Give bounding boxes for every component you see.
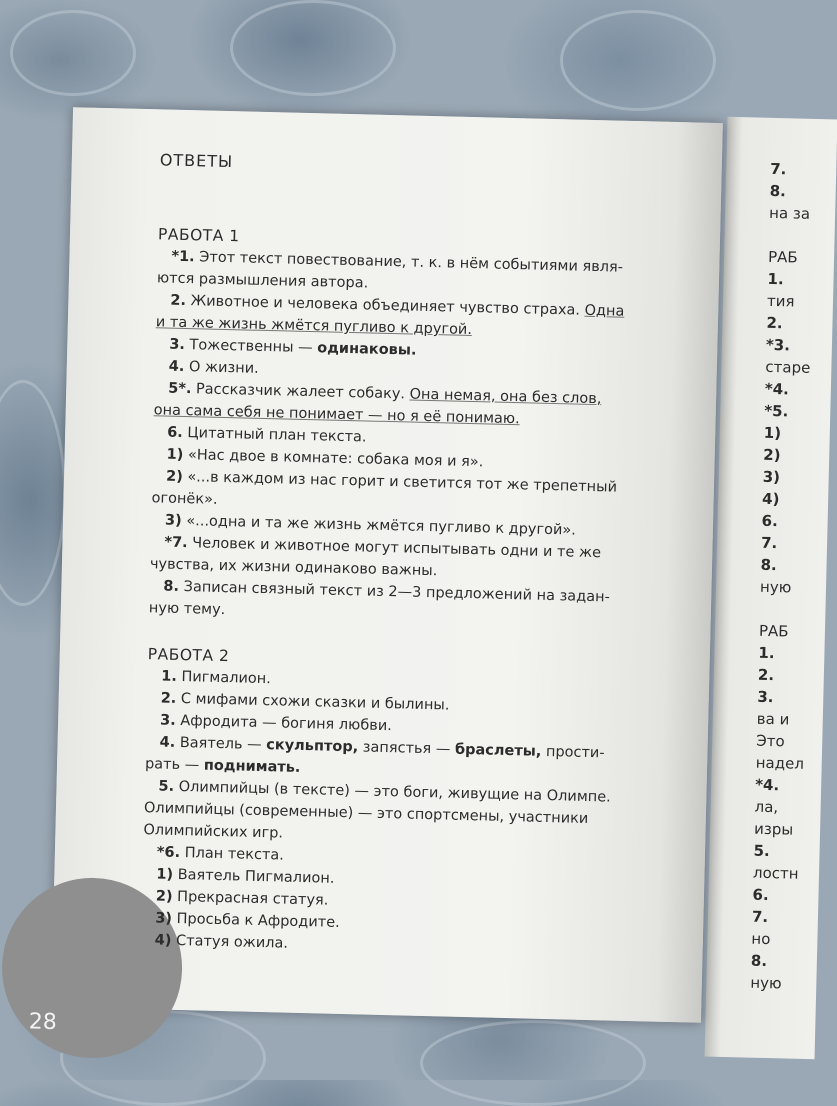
right-page-fragment: но <box>751 929 771 949</box>
answer-number: 5. <box>158 778 175 795</box>
right-page-fragment: 3. <box>757 687 774 707</box>
answer-number: 4) <box>154 932 172 949</box>
answer-text: Этот текст повествование, т. к. в нём событиями явля- <box>199 249 624 276</box>
answer-text: Просьба к Афродите. <box>176 910 340 931</box>
answer-text: Статуя ожила. <box>175 932 289 952</box>
answer-number: 1) <box>156 866 174 883</box>
answer-text: ются размышления автора. <box>156 270 369 292</box>
right-page-fragment: 1) <box>763 423 782 443</box>
work1-heading: РАБОТА 1 <box>157 225 240 246</box>
fabric-swirl <box>10 10 136 96</box>
answer-text: Животное и человека объединяет чувство страха. <box>190 293 581 319</box>
answer-text: Олимпийцы (современные) — это спортсмены, участники <box>143 800 589 827</box>
right-page-edge <box>705 117 837 1059</box>
answer-text: прости- <box>545 743 605 762</box>
answer-text: Олимпийских игр. <box>143 822 284 842</box>
right-page-fragment: 7. <box>760 533 778 553</box>
answer-number: 4. <box>159 734 176 751</box>
answer-text: Пигмалион. <box>181 669 272 688</box>
answer-bold: браслеты, <box>454 741 542 760</box>
right-page-fragment: 6. <box>752 885 769 905</box>
answer-number: 2. <box>170 292 187 310</box>
answer-number: 2) <box>165 468 184 485</box>
answer-number: 4. <box>168 358 185 375</box>
answer-bold: одинаковы. <box>317 340 417 359</box>
answer-number: 3) <box>155 910 173 927</box>
answer-text: Тожественны — <box>189 337 313 357</box>
book-page <box>28 107 723 1036</box>
answer-bold: поднимать. <box>203 757 301 776</box>
answer-number: 8. <box>163 578 180 595</box>
right-page-fragment: 1. <box>758 643 775 663</box>
answer-number: 5*. <box>168 380 192 398</box>
answer-number: 3) <box>164 512 182 529</box>
answer-number: *7. <box>164 534 188 552</box>
answer-text: Ваятель — <box>179 734 262 753</box>
answer-number: 2. <box>160 690 177 707</box>
answer-underlined: Одна <box>584 302 625 320</box>
answer-bold <box>317 340 417 358</box>
answer-underlined: Она немая, она без слов, <box>409 386 602 408</box>
right-page-fragment: лостн <box>752 863 799 883</box>
answer-text: Записан связный текст из 2—3 предложений на задан- <box>183 579 610 606</box>
right-page-fragment <box>759 598 808 621</box>
answer-text: рать — <box>144 756 200 774</box>
answers-content <box>140 149 679 963</box>
right-page-fragment <box>768 224 817 247</box>
answer-text: Прекрасная статуя. <box>176 888 329 909</box>
right-page-fragment: 5. <box>753 841 770 861</box>
right-page-fragment: изры <box>753 819 794 839</box>
work1-list <box>149 245 678 632</box>
answer-bold <box>204 758 301 776</box>
page-number: 28 <box>28 1009 58 1036</box>
right-page-fragment: ную <box>759 577 792 597</box>
answer-number: *6. <box>156 844 181 862</box>
right-page-fragment: 1. <box>767 269 784 289</box>
right-page-fragment: 8. <box>760 555 777 575</box>
right-page-fragment: РАБ <box>767 247 798 267</box>
right-page-fragment: тия <box>766 291 795 311</box>
answer-text: С мифами схожи сказки и былины. <box>180 691 450 714</box>
right-page-fragment: ную <box>750 973 782 993</box>
answer-text: Олимпийцы (в тексте) — это боги, живущие на Олимпе. <box>178 778 611 806</box>
right-page-fragment: 7. <box>751 907 769 927</box>
right-page-fragment: 2. <box>766 313 783 333</box>
right-page-fragment: на за <box>768 203 811 223</box>
right-page-fragment: *5. <box>764 401 789 421</box>
right-page-fragment: 6. <box>761 511 778 531</box>
fabric-swirl <box>560 10 716 111</box>
right-page-fragment: *3. <box>765 335 791 355</box>
right-page-fragment: 3) <box>762 467 781 487</box>
answer-bold <box>455 742 542 760</box>
work2-list <box>140 665 667 964</box>
answer-text: Цитатный план текста. <box>187 425 367 446</box>
answer-text: ную тему. <box>148 600 226 619</box>
answer-number: 3. <box>169 336 186 353</box>
answer-text: Афродита — богиня любви. <box>180 712 393 735</box>
answer-text: Человек и животное могут испытывать одни и те же <box>192 535 602 562</box>
answer-bold: скульптор, <box>266 737 359 756</box>
answer-text: Ваятель Пигмалион. <box>177 866 335 887</box>
answer-number: 2) <box>155 888 173 905</box>
right-page-fragment: РАБ <box>758 621 789 641</box>
work2-heading: РАБОТА 2 <box>147 645 230 666</box>
answer-text: запястья — <box>362 739 451 758</box>
right-page-fragment: 4) <box>761 489 780 509</box>
answer-number: 6. <box>166 424 183 441</box>
answer-number: 3. <box>159 712 176 729</box>
page-title: ОТВЕТЫ <box>159 150 234 172</box>
right-page-fragment: ла, <box>754 797 779 817</box>
right-page-fragment: *4. <box>754 775 780 795</box>
right-page-fragment: 7. <box>770 159 787 179</box>
right-page-fragment: ва и <box>756 709 790 729</box>
answer-text: чувства, их жизни одинаково важны. <box>149 556 438 580</box>
answer-text: «Нас двое в комнате: собака моя и я». <box>187 447 484 471</box>
answer-number: 1. <box>161 668 178 685</box>
answer-number: 1) <box>166 446 184 463</box>
right-page-fragment: старе <box>765 357 811 377</box>
right-page-fragment: Это <box>756 731 785 751</box>
answer-underlined: и та же жизнь жмётся пугливо к другой. <box>155 314 473 339</box>
answer-text: огонёк». <box>151 490 218 508</box>
answer-bold <box>266 737 358 755</box>
answer-text: План текста. <box>184 845 285 864</box>
right-page-fragment: 8. <box>769 181 787 201</box>
fabric-swirl <box>420 1020 646 1106</box>
fabric-swirl <box>0 380 66 606</box>
answer-number: *1. <box>171 248 195 266</box>
right-page-fragment: 2) <box>763 445 781 465</box>
answer-text: Рассказчик жалеет собаку. <box>195 381 406 403</box>
fabric-swirl <box>230 0 396 96</box>
right-page-fragment: надел <box>755 753 805 773</box>
right-page-fragment: *4. <box>764 379 790 399</box>
answer-text: «...одна и та же жизнь жмётся пугливо к другой». <box>186 513 577 539</box>
answer-underlined: она сама себя не понимает — но я её понимаю. <box>153 402 520 428</box>
answer-text: О жизни. <box>188 359 259 377</box>
answer-text: «...в каждом из нас горит и светится тот же трепетный <box>187 469 618 496</box>
right-page-fragment: 2. <box>757 665 775 685</box>
right-page-fragment: 8. <box>750 951 768 971</box>
